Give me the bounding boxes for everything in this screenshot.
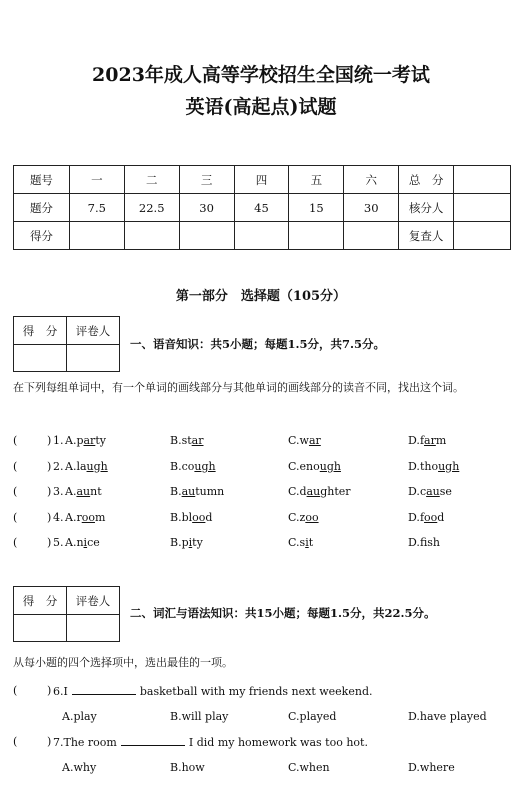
option-text: r: [76, 510, 82, 524]
table-cell: 三: [179, 166, 234, 194]
underlined-part: au: [306, 485, 321, 498]
option-text: n: [76, 536, 84, 549]
option-letter: A.: [65, 434, 77, 447]
question-row: [13, 460, 513, 478]
answer-paren: ): [47, 434, 52, 447]
option: A.why: [62, 761, 97, 774]
table-cell: 六: [344, 166, 399, 194]
score-table-row: [14, 166, 511, 194]
underlined-part: i: [188, 536, 193, 549]
table-cell: [454, 166, 511, 194]
score-label: 得 分: [14, 587, 67, 615]
option-text: w: [299, 434, 309, 447]
option: C.when: [288, 761, 330, 774]
option: A.play: [62, 710, 97, 723]
underlined-part: oo: [81, 510, 95, 524]
option-letter: D.: [408, 485, 420, 498]
option: [288, 460, 341, 473]
option-letter: B.: [170, 434, 182, 447]
option-letter: D.: [408, 510, 420, 524]
option-letter: A.: [65, 510, 77, 524]
option-text: bl: [181, 510, 193, 524]
answer-paren: ): [47, 485, 52, 498]
grader-label: 评卷人: [67, 317, 120, 345]
answer-blank: [72, 684, 136, 695]
option-text: se: [439, 485, 452, 498]
option: [170, 485, 224, 498]
option-letter: C.: [288, 434, 300, 447]
underlined-part: oo: [192, 510, 206, 524]
answer-paren: (: [13, 485, 18, 498]
table-cell: [69, 222, 124, 250]
question-number: 4.: [53, 510, 64, 524]
option-text: ce: [87, 536, 100, 549]
underlined-part: ugh: [438, 459, 460, 473]
option: [170, 536, 203, 549]
grader-label: 评卷人: [67, 587, 120, 615]
answer-paren: (: [13, 459, 18, 473]
option-letter: D.: [408, 434, 420, 447]
option-text: nt: [90, 485, 102, 498]
question-stem: [53, 684, 372, 698]
answer-paren: (: [13, 434, 18, 447]
option: [408, 536, 440, 549]
exam-title: 2023年成人高等学校招生全国统一考试: [92, 64, 430, 86]
table-cell: 22.5: [124, 194, 179, 222]
stem-text: I did my homework was too hot.: [188, 736, 368, 749]
underlined-part: ar: [308, 434, 321, 447]
section-title: 二、词汇与语法知识：共15小题；每题1.5分，共22.5分。: [130, 606, 436, 620]
option-letter: B.: [170, 485, 182, 498]
option-text: d: [299, 485, 307, 498]
stem-text: I: [63, 685, 68, 698]
section-title: 一、语音知识：共5小题；每题1.5分，共7.5分。: [130, 337, 386, 351]
question-number: 2.: [53, 459, 64, 473]
table-cell: [179, 222, 234, 250]
grader-blank: [67, 615, 120, 642]
option-text: f: [419, 510, 425, 524]
table-cell: 复查人: [399, 222, 454, 250]
option: D.have played: [408, 710, 487, 723]
question-number: 3.: [53, 485, 64, 498]
option-text: p: [181, 536, 189, 549]
option-text: c: [419, 485, 427, 498]
underlined-part: oo: [305, 510, 319, 524]
part-title: 第一部分 选择题（105分）: [175, 289, 347, 304]
option: [65, 511, 105, 524]
options-row: [13, 710, 513, 728]
section-instruction: 在下列每组单词中，有一个单词的画线部分与其他单词的画线部分的读音不同，找出这个词。: [13, 381, 464, 394]
grader-blank: [67, 345, 120, 372]
table-cell: 30: [344, 194, 399, 222]
score-blank: [14, 615, 67, 642]
question-number: 5.: [53, 536, 64, 549]
option: [408, 460, 459, 473]
option: [288, 536, 313, 549]
question-row: [13, 511, 513, 529]
option-letter: C.: [288, 536, 300, 549]
question-number: 1.: [53, 434, 64, 447]
option: [65, 536, 100, 549]
answer-paren: ): [47, 536, 52, 549]
option-letter: B.: [170, 536, 182, 549]
table-cell: [454, 222, 511, 250]
option: [65, 460, 108, 473]
table-cell: 题分: [14, 194, 70, 222]
option-text: tumn: [195, 485, 225, 498]
option: [170, 434, 204, 447]
option-text: p: [76, 434, 84, 447]
answer-paren: ): [47, 459, 52, 473]
option: B.will play: [170, 710, 229, 723]
table-cell: 45: [234, 194, 289, 222]
table-cell: 二: [124, 166, 179, 194]
grader-box: [13, 586, 120, 642]
option-letter: C.: [288, 485, 300, 498]
option: D.where: [408, 761, 455, 774]
option-text: sh: [427, 536, 441, 549]
question-number: 7.: [53, 736, 64, 749]
option-text: d: [437, 510, 445, 524]
option: [170, 460, 216, 473]
underlined-part: au: [426, 485, 440, 498]
answer-paren: ): [47, 510, 52, 524]
table-cell: [344, 222, 399, 250]
option-text: m: [94, 510, 106, 524]
question-row: [13, 735, 513, 753]
underlined-part: i: [83, 536, 88, 549]
options-row: [13, 761, 513, 779]
answer-paren: (: [13, 684, 18, 697]
question-number: 6.: [53, 685, 64, 698]
option-text: t: [308, 536, 314, 549]
option-text: z: [299, 510, 306, 524]
table-cell: 核分人: [399, 194, 454, 222]
score-table-row: [14, 194, 511, 222]
table-cell: [234, 222, 289, 250]
option-text: ty: [95, 434, 106, 447]
option-text: st: [181, 434, 192, 447]
stem-text: basketball with my friends next weekend.: [139, 685, 373, 698]
section-instruction: 从每小题的四个选择项中，选出最佳的一项。: [13, 656, 233, 669]
question-row: [13, 485, 513, 503]
exam-subtitle: 英语(高起点)试题: [185, 96, 337, 118]
option: [288, 485, 351, 498]
option-letter: A.: [65, 485, 77, 498]
table-cell: [454, 194, 511, 222]
option-text: la: [76, 459, 87, 473]
underlined-part: ugh: [194, 459, 216, 473]
underlined-part: ar: [83, 434, 96, 447]
answer-paren: (: [13, 735, 18, 748]
option-text: tho: [419, 459, 439, 473]
option-letter: C.: [288, 459, 300, 473]
option: [408, 485, 452, 498]
score-label: 得 分: [14, 317, 67, 345]
table-cell: [289, 222, 344, 250]
option-text: s: [299, 536, 306, 549]
underlined-part: au: [181, 485, 196, 498]
option-letter: D.: [408, 536, 420, 549]
option: B.how: [170, 761, 205, 774]
option-letter: A.: [65, 536, 77, 549]
table-cell: 一: [69, 166, 124, 194]
table-cell: 五: [289, 166, 344, 194]
underlined-part: ar: [191, 434, 204, 447]
option-letter: B.: [170, 459, 182, 473]
question-row: [13, 434, 513, 452]
option-text: f: [419, 434, 425, 447]
option-text: d: [205, 510, 213, 524]
underlined-part: ugh: [319, 459, 341, 473]
option-text: co: [181, 459, 195, 473]
option-text: ghter: [320, 485, 351, 498]
answer-paren: (: [13, 536, 18, 549]
grader-box: [13, 316, 120, 372]
question-stem: [53, 735, 368, 749]
table-cell: 题号: [14, 166, 70, 194]
stem-text: The room: [63, 736, 117, 749]
underlined-part: au: [76, 485, 91, 498]
table-cell: 30: [179, 194, 234, 222]
option: [65, 485, 102, 498]
score-blank: [14, 345, 67, 372]
score-table: [13, 165, 511, 250]
underlined-part: oo: [424, 510, 438, 524]
option-letter: A.: [65, 459, 77, 473]
underlined-part: i: [305, 536, 309, 549]
table-cell: 7.5: [69, 194, 124, 222]
option-text: f: [419, 536, 428, 549]
option-letter: C.: [288, 510, 300, 524]
question-row: [13, 684, 513, 702]
table-cell: 总 分: [399, 166, 454, 194]
option: [288, 434, 321, 447]
option-text: ty: [192, 536, 203, 549]
table-cell: 15: [289, 194, 344, 222]
underlined-part: ar: [424, 434, 436, 447]
option: [288, 511, 319, 524]
answer-paren: ): [47, 684, 52, 697]
underlined-part: ugh: [86, 459, 108, 473]
option-text: m: [435, 434, 447, 447]
table-cell: [124, 222, 179, 250]
score-table-row: [14, 222, 511, 250]
option: [408, 511, 444, 524]
answer-paren: (: [13, 510, 18, 524]
option-text: eno: [299, 459, 320, 473]
question-row: [13, 536, 513, 554]
answer-paren: ): [47, 735, 52, 748]
option: [65, 434, 106, 447]
option: [408, 434, 446, 447]
option: [170, 511, 212, 524]
option: C.played: [288, 710, 337, 723]
option-letter: B.: [170, 510, 182, 524]
table-cell: 得分: [14, 222, 70, 250]
option-letter: D.: [408, 459, 420, 473]
answer-blank: [121, 735, 185, 746]
table-cell: 四: [234, 166, 289, 194]
